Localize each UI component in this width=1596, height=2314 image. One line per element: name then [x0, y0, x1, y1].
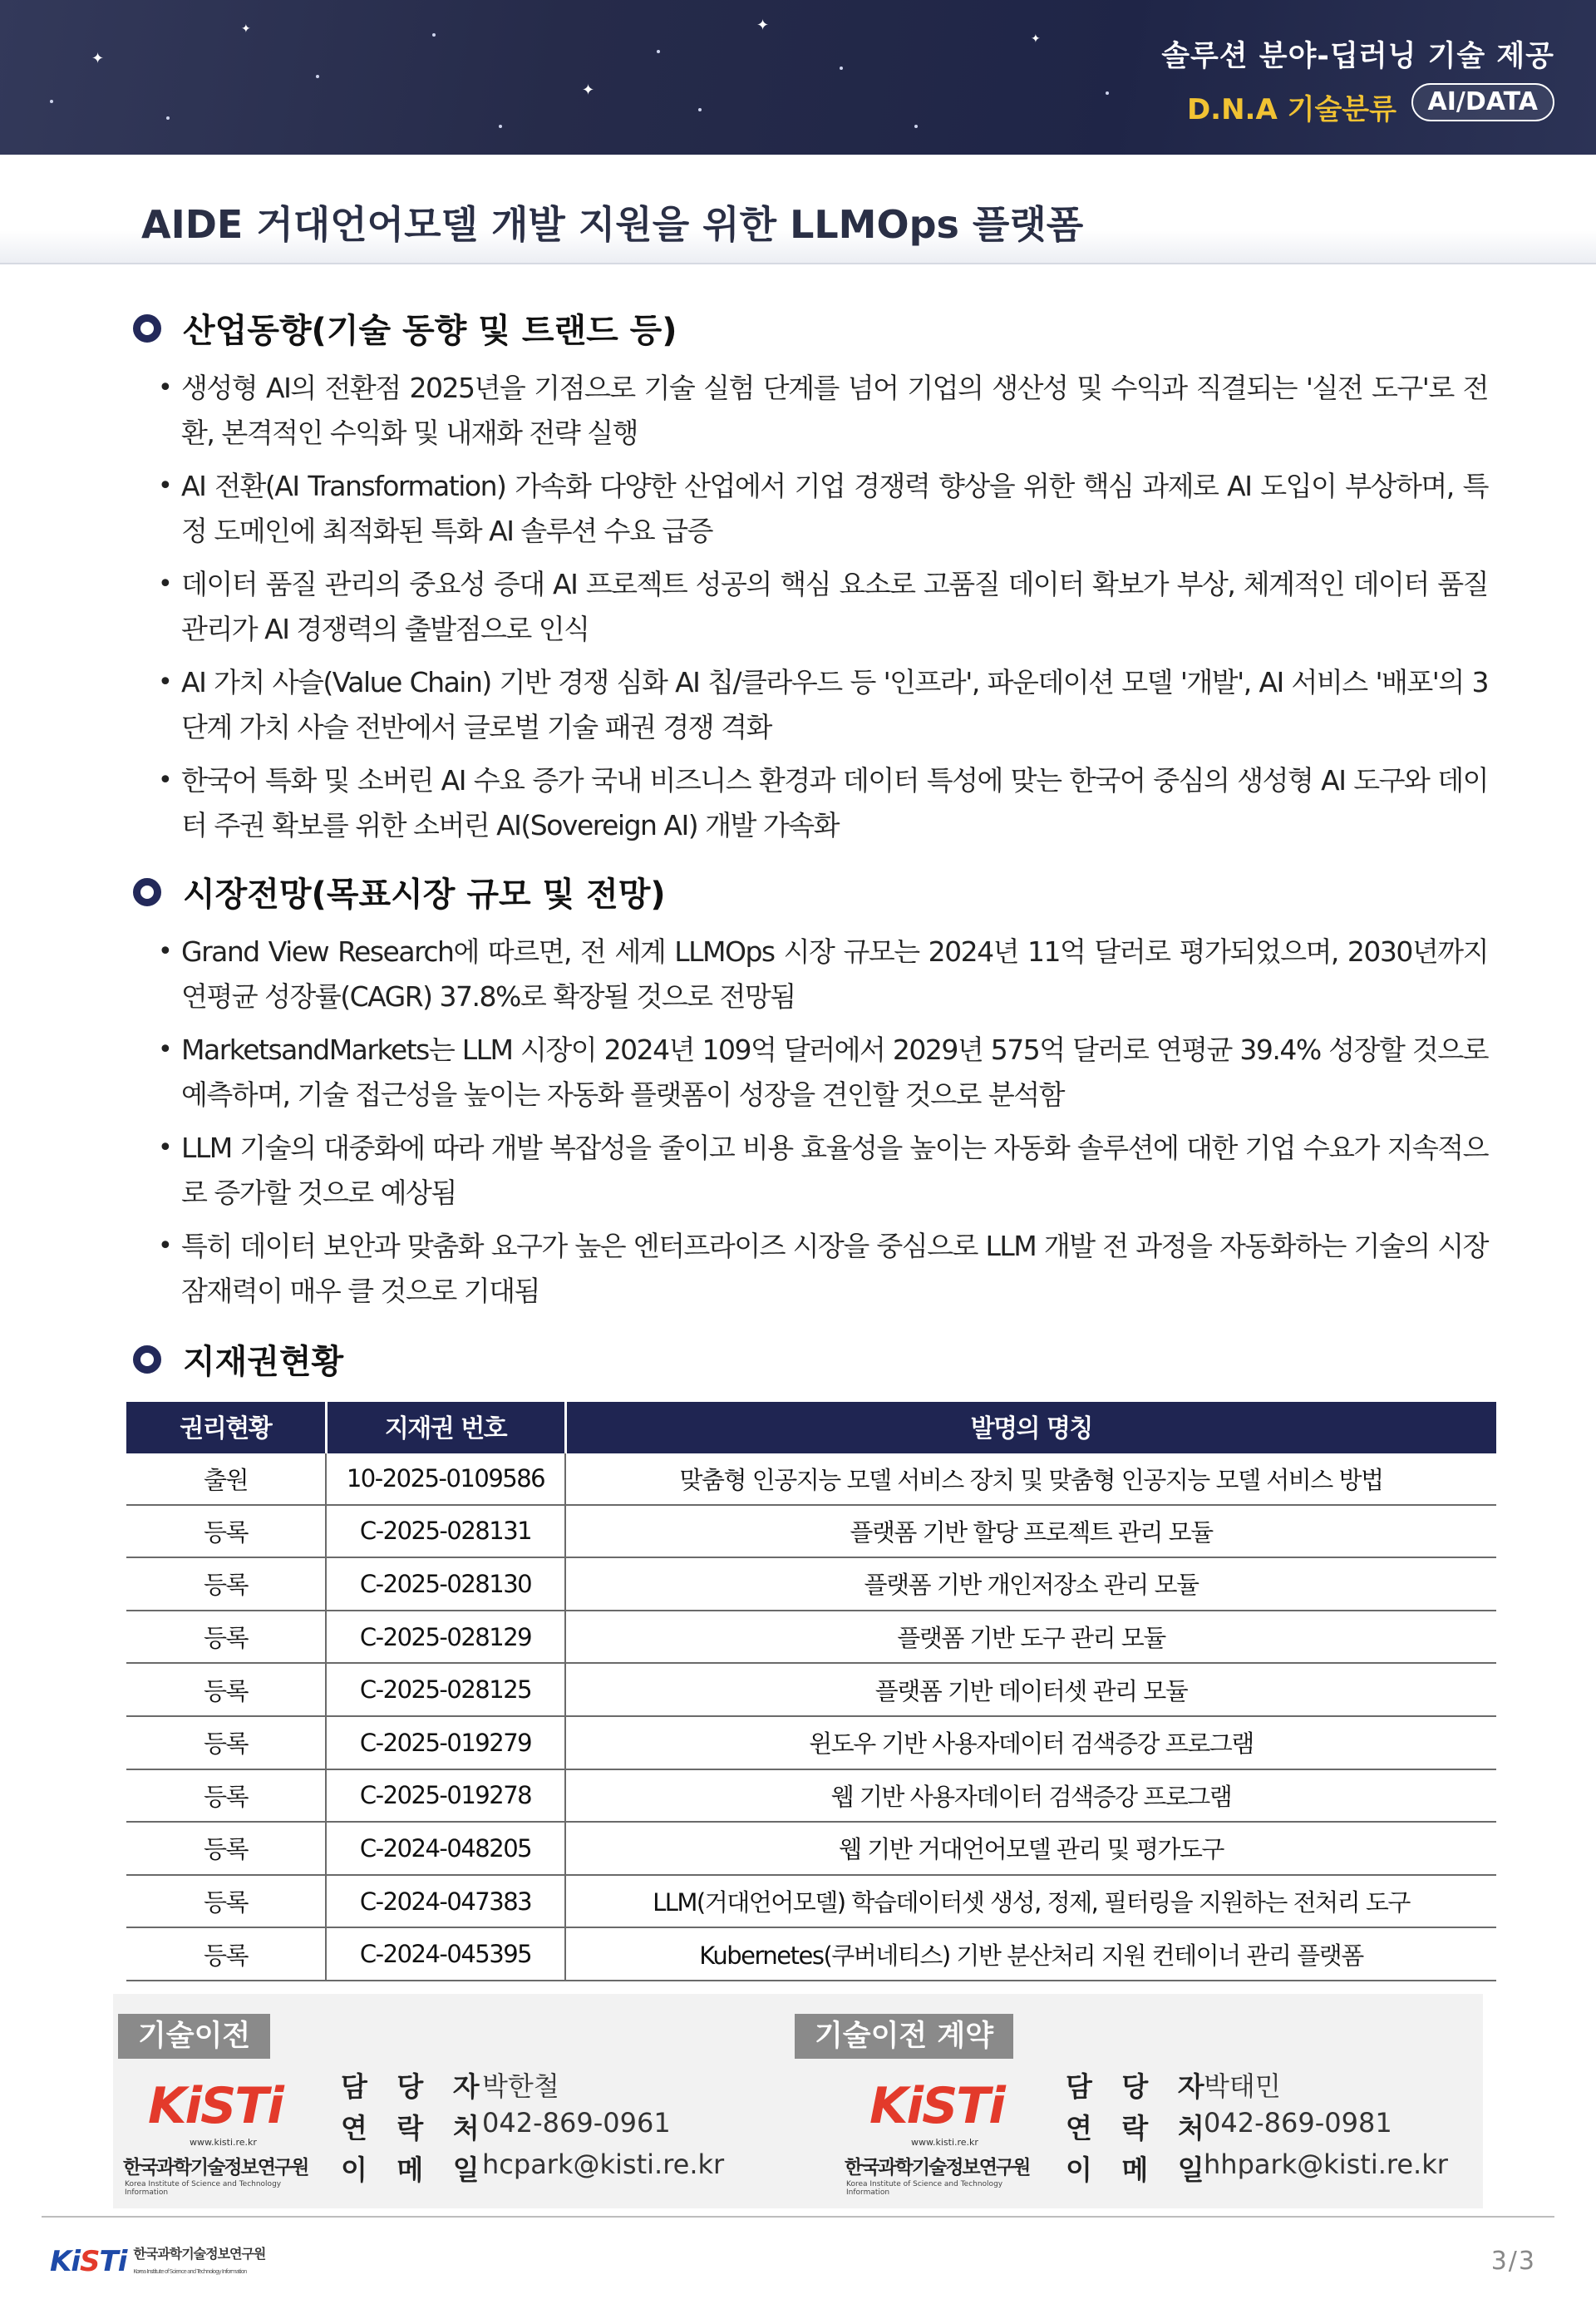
transfer-email-link[interactable]: hcpark@kisti.re.kr	[482, 2149, 725, 2180]
page-number: 3/3	[1490, 2247, 1536, 2276]
ip-number-cell: C-2024-048205	[326, 1822, 565, 1875]
contract-name: 박태민	[1204, 2070, 1281, 2102]
status-cell: 등록	[126, 1716, 326, 1769]
contact-key: 연 락 처	[341, 2112, 490, 2144]
page-title: AIDE 거대언어모델 개발 지원을 위한 LLMOps 플랫폼	[141, 202, 1084, 247]
table-header-cell: 발명의 명칭	[565, 1402, 1496, 1452]
ip-number-cell: C-2025-019279	[326, 1716, 565, 1769]
section-market-header	[133, 868, 666, 915]
section-ip-header	[133, 1335, 343, 1383]
invention-title-cell: 웹 기반 거대언어모델 관리 및 평가도구	[565, 1822, 1496, 1875]
invention-title-cell: 플랫폼 기반 도구 관리 모듈	[565, 1611, 1496, 1664]
invention-title-cell: 맞춤형 인공지능 모델 서비스 장치 및 맞춤형 인공지능 모델 서비스 방법	[565, 1452, 1496, 1505]
list-item: • AI 가치 사슬(Value Chain) 기반 경쟁 심화 AI 칩/클라우드 등 '인프라', 파운데이션 모델 '개발', AI 서비스 '배포'의 3단계 가치 사슬 전반에서 글로벌 기술 패권 경쟁 격화	[158, 660, 1488, 750]
section-trends-header	[133, 304, 677, 352]
kisti-logo: KiSTi www.kisti.re.kr 한국과학기술정보연구원 Korea Institute of Science and Technology Information	[845, 2077, 1030, 2197]
table-row	[126, 1716, 1496, 1769]
table-header-row	[126, 1402, 1496, 1452]
header-banner	[0, 0, 1596, 155]
list-item: • 한국어 특화 및 소버린 AI 수요 증가 국내 비즈니스 환경과 데이터 특성에 맞는 한국어 중심의 생성형 AI 도구와 데이터 주권 확보를 위한 소버린 AI(Sovereign AI) 개발 가속화	[158, 758, 1488, 848]
ip-number-cell: 10-2025-0109586	[326, 1452, 565, 1505]
section-title: 산업동향(기술 동향 및 트랜드 등)	[183, 312, 677, 350]
list-item: • MarketsandMarkets는 LLM 시장이 2024년 109억 달러에서 2029년 575억 달러로 연평균 39.4% 성장할 것으로 예측하며, 기술 접근성을 높이는 자동화 플랫폼이 성장을 견인할 것으로 분석함	[158, 1028, 1488, 1118]
list-item: • 특히 데이터 보안과 맞춤화 요구가 높은 엔터프라이즈 시장을 중심으로 LLM 개발 전 과정을 자동화하는 기술의 시장 잠재력이 매우 클 것으로 기대됨	[158, 1224, 1488, 1314]
table-header-cell: 지재권 번호	[326, 1402, 565, 1452]
contract-phone: 042-869-0981	[1204, 2107, 1392, 2139]
invention-title-cell: 웹 기반 사용자데이터 검색증강 프로그램	[565, 1769, 1496, 1823]
ip-table	[126, 1402, 1496, 1981]
invention-title-cell: 플랫폼 기반 개인저장소 관리 모듈	[565, 1557, 1496, 1611]
kisti-logo: KiSTi www.kisti.re.kr 한국과학기술정보연구원 Korea Institute of Science and Technology Information	[123, 2077, 308, 2197]
circle-bullet-icon	[133, 1345, 161, 1374]
contract-email-link[interactable]: hhpark@kisti.re.kr	[1204, 2149, 1448, 2180]
star-dot	[657, 50, 660, 53]
table-row	[126, 1611, 1496, 1664]
status-cell: 등록	[126, 1505, 326, 1558]
table-row	[126, 1505, 1496, 1558]
table-row	[126, 1769, 1496, 1823]
table-row	[126, 1663, 1496, 1716]
star-dot	[1106, 91, 1109, 95]
status-cell: 등록	[126, 1769, 326, 1823]
section-title: 지재권현황	[183, 1343, 344, 1381]
ip-number-cell: C-2025-028131	[326, 1505, 565, 1558]
contact-key: 담 당 자	[1066, 2070, 1214, 2103]
footer-divider	[42, 2216, 1554, 2218]
list-item: • LLM 기술의 대중화에 따라 개발 복잡성을 줄이고 비용 효율성을 높이는 자동화 솔루션에 대한 기업 수요가 지속적으로 증가할 것으로 예상됨	[158, 1126, 1488, 1216]
contact-key: 이 메 일	[1066, 2154, 1214, 2186]
ip-number-cell: C-2025-028125	[326, 1663, 565, 1716]
circle-bullet-icon	[133, 878, 161, 906]
table-row	[126, 1452, 1496, 1505]
star-icon: ✦	[582, 81, 595, 99]
star-dot	[50, 100, 53, 103]
list-item: • AI 전환(AI Transformation) 가속화 다양한 산업에서 기업 경쟁력 향상을 위한 핵심 과제로 AI 도입이 부상하며, 특정 도메인에 최적화된 특화 AI 솔루션 수요 급증	[158, 464, 1488, 554]
status-cell: 등록	[126, 1875, 326, 1928]
list-item: • 데이터 품질 관리의 중요성 증대 AI 프로젝트 성공의 핵심 요소로 고품질 데이터 확보가 부상, 체계적인 데이터 품질 관리가 AI 경쟁력의 출발점으로 인식	[158, 562, 1488, 652]
invention-title-cell: 윈도우 기반 사용자데이터 검색증강 프로그램	[565, 1716, 1496, 1769]
star-dot	[914, 125, 918, 128]
status-cell: 등록	[126, 1663, 326, 1716]
table-row	[126, 1822, 1496, 1875]
status-cell: 등록	[126, 1927, 326, 1981]
dna-badge: AI/DATA	[1411, 83, 1554, 121]
table-row	[126, 1927, 1496, 1981]
star-dot	[698, 108, 702, 111]
contact-box	[113, 1994, 1483, 2208]
star-icon: ✦	[756, 17, 770, 34]
invention-title-cell: LLM(거대언어모델) 학습데이터셋 생성, 정제, 필터링을 지원하는 전처리 도구	[565, 1875, 1496, 1928]
status-cell: 출원	[126, 1452, 326, 1505]
contact-key: 이 메 일	[341, 2154, 490, 2186]
title-band	[0, 155, 1596, 264]
trends-list	[158, 366, 1488, 856]
ip-number-cell: C-2025-028129	[326, 1611, 565, 1664]
circle-bullet-icon	[133, 314, 161, 343]
market-list	[158, 930, 1488, 1322]
star-dot	[499, 125, 502, 128]
table-row	[126, 1875, 1496, 1928]
star-dot	[316, 75, 319, 78]
star-icon: ✦	[1031, 32, 1041, 46]
invention-title-cell: 플랫폼 기반 할당 프로젝트 관리 모듈	[565, 1505, 1496, 1558]
star-dot	[432, 33, 436, 37]
footer-kisti-logo: KiSTi 한국과학기술정보연구원 Korea Institute of Science and Technology Information	[50, 2245, 266, 2278]
contact-key: 담 당 자	[341, 2070, 490, 2103]
ip-number-cell: C-2025-028130	[326, 1557, 565, 1611]
tech-transfer-label: 기술이전	[118, 2014, 270, 2059]
contact-key: 연 락 처	[1066, 2112, 1214, 2144]
star-dot	[166, 116, 170, 120]
invention-title-cell: 플랫폼 기반 데이터셋 관리 모듈	[565, 1663, 1496, 1716]
star-icon: ✦	[91, 50, 105, 67]
table-row	[126, 1557, 1496, 1611]
solution-category: 솔루션 분야-딥러닝 기술 제공	[1161, 40, 1554, 73]
status-cell: 등록	[126, 1611, 326, 1664]
ip-number-cell: C-2024-047383	[326, 1875, 565, 1928]
dna-classification-label: D.N.A 기술분류	[1186, 93, 1396, 126]
ip-number-cell: C-2025-019278	[326, 1769, 565, 1823]
star-dot	[840, 67, 843, 70]
table-header-cell: 권리현황	[126, 1402, 326, 1452]
transfer-contract-label: 기술이전 계약	[795, 2014, 1013, 2059]
section-title: 시장전망(목표시장 규모 및 전망)	[183, 876, 666, 914]
status-cell: 등록	[126, 1822, 326, 1875]
star-icon: ✦	[241, 22, 251, 36]
ip-number-cell: C-2024-045395	[326, 1927, 565, 1981]
transfer-phone: 042-869-0961	[482, 2107, 671, 2139]
invention-title-cell: Kubernetes(쿠버네티스) 기반 분산처리 지원 컨테이너 관리 플랫폼	[565, 1927, 1496, 1981]
list-item: • Grand View Research에 따르면, 전 세계 LLMOps 시장 규모는 2024년 11억 달러로 평가되었으며, 2030년까지 연평균 성장률(CAGR) 37.8%로 확장될 것으로 전망됨	[158, 930, 1488, 1019]
transfer-name: 박한철	[482, 2070, 559, 2102]
status-cell: 등록	[126, 1557, 326, 1611]
list-item: • 생성형 AI의 전환점 2025년을 기점으로 기술 실험 단계를 넘어 기업의 생산성 및 수익과 직결되는 '실전 도구'로 전환, 본격적인 수익화 및 내재화 전략 실행	[158, 366, 1488, 456]
